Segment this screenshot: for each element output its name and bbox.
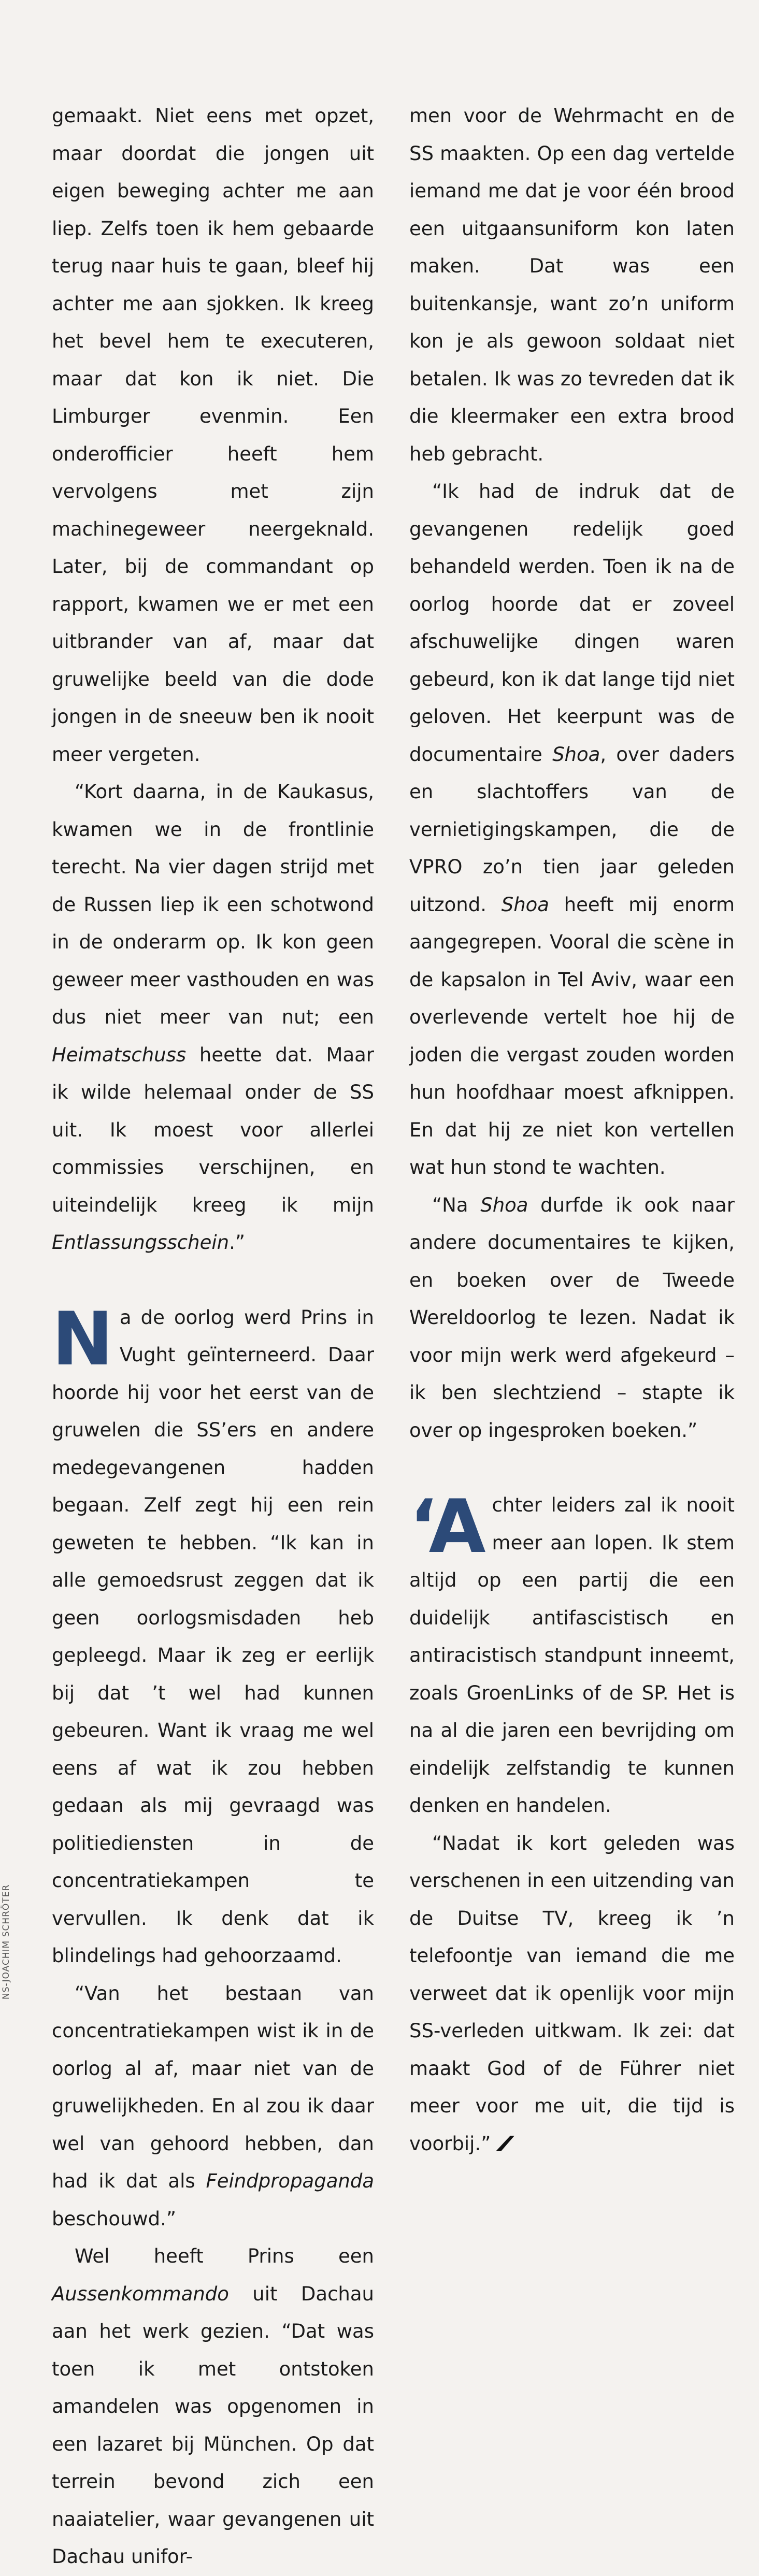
paragraph: gemaakt. Niet eens met opzet, maar doordat die jongen uit eigen beweging achter me aan liep. Zelfs toen ik hem gebaarde terug naar huis te gaan, bleef hij achter me aan sjokken. Ik kreeg het bevel hem te executeren, maar dat kon ik niet. Die Limburger evenmin. Een onderofficier heeft hem vervolgens met zijn machinegeweer neergeknald. Later, bij de commandant op rapport, kwamen we er met een uitbrander van af, maar dat gruwelijke beeld van die dode jongen in de sneeuw ben ik nooit meer vergeten.	[52, 105, 374, 766]
text-run: “Ik had de indruk dat de gevangenen redelijk goed behandeld werden. Toen ik na de oorlog hoorde dat er zoveel afschuwelijke dingen waren gebeurd, kon ik dat lange tijd niet geloven. Het keerpunt was de documentaire	[409, 480, 735, 766]
text-run: a de oorlog werd Prins in Vught geïnterneerd. Daar hoorde hij voor het eerst van de gruwelen die SS’ers en andere medegevangenen hadden begaan. Zelf zegt hij een rein geweten te hebben. “Ik kan in alle gemoedsrust zeggen dat ik geen oorlogsmisdaden heb gepleegd. Maar ik zeg er eerlijk bij dat ’t wel had kunnen gebeuren. Want ik vraag me wel eens af wat ik zou hebben gedaan als mij gevraagd was politiediensten in de concentratiekampen te vervullen. Ik denk dat ik blindelings had gehoorzaamd.	[52, 1306, 374, 1967]
text-run: “Nadat ik kort geleden was verschenen in een uitzending van de Duitse TV, kreeg ik ’n telefoontje van iemand die me verweet dat ik openlijk voor mijn SS-verleden uitkwam. Ik zei: dat maakt God of de Führer niet meer voor me uit, die tijd is voorbij.”	[409, 1832, 735, 2155]
section-break	[409, 1449, 735, 1487]
end-mark-icon	[495, 2135, 515, 2152]
text-run: heette dat. Maar ik wilde helemaal onder de SS uit. Ik moest voor allerlei commissies verschijnen, en uiteindelijk kreeg ik mijn	[52, 1043, 374, 1216]
text-run: “Na	[432, 1193, 481, 1216]
photo-credit: NS-JOACHIM SCHRÖTER	[1, 1884, 11, 1999]
paragraph	[52, 2238, 374, 2576]
italic-term: Entlassungsschein	[52, 1231, 230, 1254]
italic-term: Shoa	[480, 1193, 528, 1216]
italic-term: Feindpropaganda	[206, 2170, 374, 2192]
text-run: beschouwd.”	[52, 2207, 177, 2230]
paragraph-with-initial	[52, 1296, 374, 1975]
italic-term: Shoa	[552, 743, 600, 766]
italic-term: Shoa	[501, 893, 549, 916]
italic-term: Heimatschuss	[52, 1043, 187, 1066]
text-run: uit Dachau aan het werk gezien. “Dat was toen ik met ontstoken amandelen was opgenomen in een lazaret bij München. Op dat terrein bevond zich een naaiatelier, waar gevangenen uit Dachau unifor-	[52, 2282, 374, 2568]
text-run: .”	[229, 1231, 246, 1254]
paragraph	[409, 473, 735, 1187]
text-run: , over daders en slachtoffers van de vernietigingskampen, die de VPRO zo’n tien jaar geleden uitzond.	[409, 743, 735, 916]
text-run: chter leiders zal ik nooit meer aan lopen. Ik stem altijd op een partij die een duidelijk antifascistisch en antiracistisch standpunt inneemt, zoals GroenLinks of de SP. Het is na al die jaren een bevrijding om eindelijk zelfstandig te kunnen denken en handelen.	[409, 1494, 735, 1817]
text-run: “Van het bestaan van concentratiekampen wist ik in de oorlog al af, maar niet van de gruwelijkheden. En al zou ik daar wel van gehoord hebben, dan had ik dat als	[52, 1982, 374, 2192]
text-run: “Kort daarna, in de Kaukasus, kwamen we in de frontlinie terecht. Na vier dagen strijd met de Russen liep ik een schotwond in de onderarm op. Ik kon geen geweer meer vasthouden en was dus niet meer van nut; een	[52, 781, 374, 1028]
paragraph: men voor de Wehrmacht en de SS maakten. Op een dag vertelde iemand me dat je voor één brood een uitgaansuniform kon laten maken. Dat was een buitenkansje, want zo’n uniform kon je als gewoon soldaat niet betalen. Ik was zo tevreden dat ik die kleermaker een extra brood heb gebracht.	[409, 105, 735, 465]
italic-term: Aussenkommando	[52, 2282, 229, 2305]
paragraph	[409, 1187, 735, 1450]
section-break	[52, 1262, 374, 1299]
text-run: Wel heeft Prins een	[75, 2245, 374, 2267]
paragraph	[52, 773, 374, 1262]
text-run: durfde ik ook naar andere documentaires te kijken, en boeken over de Tweede Wereldoorlog te lezen. Nadat ik voor mijn werk werd afgekeurd – ik ben slechtziend – stapte ik over op ingesproken boeken.”	[409, 1193, 735, 1442]
paragraph-with-initial	[409, 1484, 735, 1825]
paragraph	[52, 1975, 374, 2238]
text-run: heeft mij enorm aangegrepen. Vooral die scène in de kapsalon in Tel Aviv, waar een overlevende vertelt hoe hij de joden die vergast zouden worden hun hoofdhaar moest afknippen. En dat hij ze niet kon vertellen wat hun stond te wachten.	[409, 893, 735, 1178]
paragraph	[409, 1825, 735, 2163]
right-column	[409, 97, 735, 2163]
drop-cap: N	[52, 1296, 113, 1382]
drop-cap: ‘A	[409, 1484, 486, 1570]
left-column	[52, 97, 374, 2576]
